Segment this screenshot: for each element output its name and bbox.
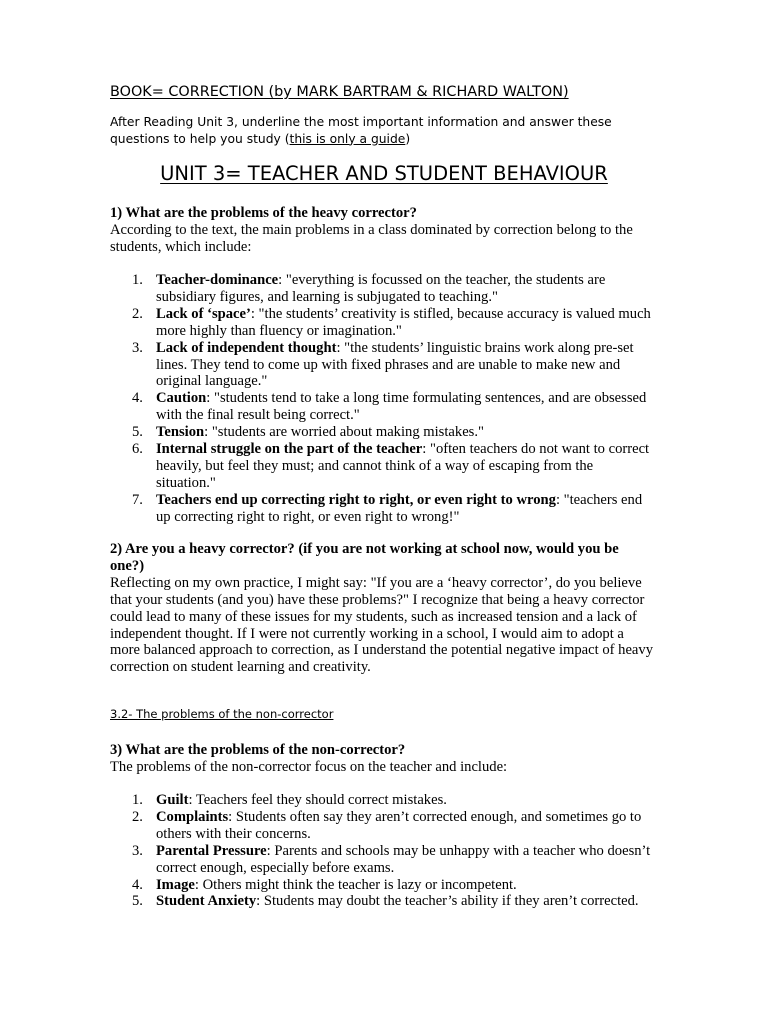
- list-term: Parental Pressure: [156, 842, 267, 859]
- list-term: Tension: [156, 424, 205, 441]
- list-item: [110, 424, 655, 441]
- list-text: : "teachers end up correcting right to right, or even right to wrong!": [156, 491, 643, 525]
- list-text: : "the students’ creativity is stifled, because accuracy is valued much more highly than fluency or imagination.": [156, 305, 651, 339]
- list-text: : Parents and schools may be unhappy with a teacher who doesn’t correct enough, especially before exams.: [156, 842, 651, 876]
- q3-list: [110, 792, 655, 910]
- list-number: 2.: [132, 305, 143, 322]
- unit-title: UNIT 3= TEACHER AND STUDENT BEHAVIOUR: [160, 162, 608, 185]
- list-number: 1.: [132, 272, 143, 288]
- intro-close: ): [405, 131, 411, 146]
- list-text: : "students are worried about making mistakes.": [204, 424, 484, 441]
- list-item: [110, 877, 655, 894]
- list-text: : Students may doubt the teacher’s ability if they aren’t corrected.: [256, 893, 639, 910]
- q2-question: 2) Are you a heavy corrector? (if you are not working at school now, would you be one?): [110, 541, 619, 574]
- list-term: Teachers end up correcting right to right, or even right to wrong: [156, 491, 556, 508]
- list-term: Lack of independent thought: [156, 339, 337, 356]
- list-term: Internal struggle on the part of the teacher: [156, 441, 423, 458]
- list-number: 7.: [132, 491, 143, 508]
- q1-section: [110, 205, 655, 256]
- list-item: [110, 390, 655, 424]
- list-text: : "the students’ linguistic brains work along pre-set lines. They tend to come up with fixed phrases and are unable to make new and original language.": [156, 339, 634, 390]
- list-item: [110, 792, 655, 809]
- list-number: 1.: [132, 792, 143, 808]
- list-item: [110, 843, 655, 877]
- intro-instructions: [110, 114, 670, 147]
- list-term: Caution: [156, 390, 207, 407]
- list-item: [110, 492, 655, 526]
- list-item: [110, 340, 655, 391]
- list-term: Guilt: [156, 792, 189, 808]
- q1-list: [110, 272, 655, 526]
- section-3-2-heading: 3.2- The problems of the non-corrector: [110, 707, 334, 721]
- guide-note: this is only a guide: [289, 131, 406, 146]
- list-item: [110, 893, 655, 910]
- list-number: 4.: [132, 390, 143, 407]
- list-term: Complaints: [156, 808, 229, 825]
- list-text: : Teachers feel they should correct mistakes.: [188, 792, 447, 808]
- q3-section: [110, 742, 655, 776]
- q3-question: 3) What are the problems of the non-corrector?: [110, 742, 406, 758]
- intro-text: After Reading Unit 3, underline the most important information and answer these questions to help you study (: [110, 115, 612, 146]
- list-item: [110, 809, 655, 843]
- list-number: 3.: [132, 339, 143, 356]
- q2-answer: Reflecting on my own practice, I might say: "If you are a ‘heavy corrector’, do you believe that your students (and you) have these problems?" I recognize that being a heavy corrector could lead to many of these issues for my students, such as increased tension and a lack of independent thought. If I were not currently working in a school, I would aim to adopt a more balanced approach to correction, as I understand the potential negative impact of heavy correction on student learning and creativity.: [110, 574, 653, 676]
- book-title-line: BOOK= CORRECTION (by MARK BARTRAM & RICHARD WALTON): [110, 84, 569, 100]
- list-term: Lack of ‘space’: [156, 305, 251, 322]
- q3-answer: The problems of the non-corrector focus on the teacher and include:: [110, 758, 508, 775]
- list-text: : Students often say they aren’t corrected enough, and sometimes go to others with their concerns.: [156, 808, 642, 842]
- list-term: Teacher-dominance: [156, 272, 279, 288]
- list-number: 3.: [132, 842, 143, 859]
- list-term: Image: [156, 876, 195, 893]
- q2-section: [110, 541, 655, 676]
- q1-question: 1) What are the problems of the heavy corrector?: [110, 205, 417, 221]
- list-number: 5.: [132, 424, 143, 441]
- list-number: 5.: [132, 893, 143, 910]
- list-number: 4.: [132, 876, 143, 893]
- list-text: : Others might think the teacher is lazy or incompetent.: [194, 876, 517, 893]
- list-term: Student Anxiety: [156, 893, 257, 910]
- q1-answer: According to the text, the main problems in a class dominated by correction belong to the students, which include:: [110, 221, 633, 255]
- list-number: 6.: [132, 441, 143, 458]
- list-text: : "often teachers do not want to correct heavily, but feel they must; and cannot think of a way of escaping from the situation.": [156, 441, 650, 491]
- list-text: : "students tend to take a long time formulating sentences, and are obsessed with the final result being correct.": [156, 390, 647, 424]
- list-item: [110, 306, 655, 340]
- list-item: [110, 441, 655, 492]
- list-number: 2.: [132, 808, 143, 825]
- list-text: : "everything is focussed on the teacher, the students are subsidiary figures, and learning is subjugated to teaching.": [156, 272, 606, 305]
- list-item: [110, 272, 655, 306]
